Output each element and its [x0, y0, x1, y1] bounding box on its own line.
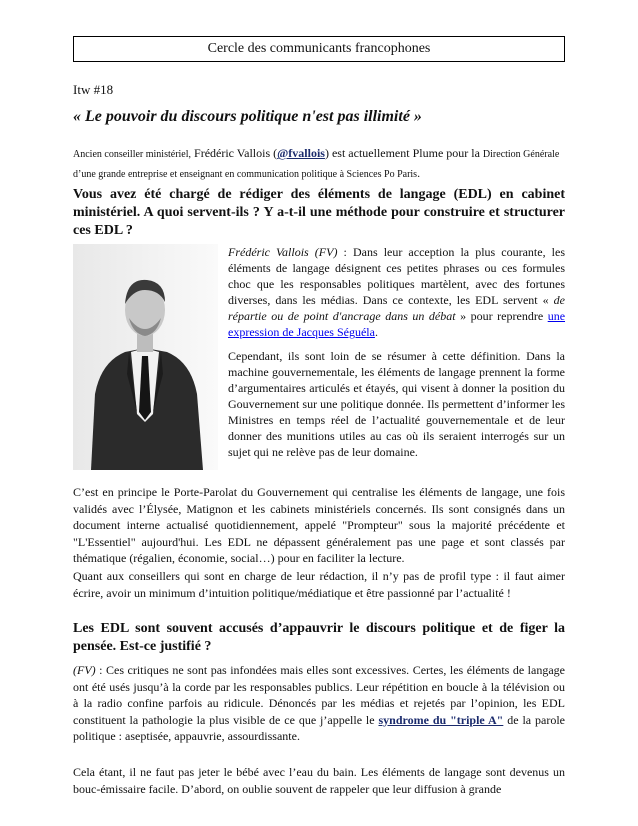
twitter-handle-link[interactable]: @fvallois — [277, 146, 325, 160]
answer-1-end: . — [374, 325, 378, 339]
speaker-initials: (FV) — [73, 663, 96, 677]
answer-2-paragraph-1 — [73, 662, 565, 745]
answer-1-after: » pour reprendre — [455, 309, 548, 323]
speaker-name: Frédéric Vallois (FV) — [228, 245, 338, 259]
answer-1-paragraph-3-text: C’est en principe le Porte-Parolat du Gouvernement qui centralise les éléments de langage, une fois validés avec l’Élysée, Matignon et les cabinets ministériels concernés. Ils sont consignés dans un document interne actualisé quotidiennement, appelé "Prompteur" sous la majorité précédente et "L'Essentiel" aujourd'hui. Les EDL ne dépassent généralement pas une page et sont classés par thématique (régalien, économie, social…) pour en faciliter la lecture. — [73, 485, 565, 565]
portrait-illustration — [73, 244, 218, 470]
intro-middle: ) est actuellement Plume pour la — [324, 146, 483, 160]
seguela-expression-link[interactable]: une expression de Jacques Séguéla — [228, 309, 566, 339]
answer-2-paragraph-2 — [73, 764, 565, 797]
header-box — [73, 36, 565, 62]
triple-a-syndrome-link[interactable]: syndrome du "triple A" — [378, 712, 504, 727]
question-2: Les EDL sont souvent accusés d’appauvrir le discours politique et de figer la pensée. Est-ce justifié ? — [73, 621, 565, 654]
intro-paragraph — [73, 144, 565, 184]
answer-2-paragraph-2-text: Cela étant, il ne faut pas jeter le bébé avec l’eau du bain. Les éléments de langage sont devenus un bouc-émissaire facile. D’abord, on oublie souvent de rappeler que leur diffusion à grande — [73, 765, 565, 796]
answer-1-paragraph-1 — [228, 244, 565, 340]
answer-2-text: : Ces critiques ne sont pas infondées mais elles sont excessives. Certes, les éléments de langage ont été usés jusqu’à la corde par les responsables publics. Leur répétition en boucle à la télévision ou à la radio confine parfois au ridicule. Dénoncés par les médias et rejetés par l’opinion, les EDL constituent la pathologie la plus visible de ce que j’appelle le — [73, 663, 565, 727]
interview-number: Itw #18 — [73, 82, 114, 97]
interview-title: « Le pouvoir du discours politique n'est pas illimité » — [73, 108, 422, 125]
intro-name: Frédéric Vallois ( — [191, 146, 278, 160]
answer-1-paragraph-2: Cependant, ils sont loin de se résumer à cette définition. Dans la machine gouvernementale, les éléments de langage prennent la forme d’argumentaires articulés et étayés, qui visent à donner la position du Gouvernement sur une politique donnée. Ils permettent d’informer les Ministres en temps réel de l’actualité gouvernementale et de leur donner des munitions utiles au cas où ils seraient interrogés sur un sujet qui ne relève pas de leur domaine. — [228, 349, 565, 459]
answer-1-paragraph-3 — [73, 484, 565, 567]
answer-1-paragraph-4-text: Quant aux conseillers qui sont en charge de leur rédaction, il n’y pas de profil type : il faut aimer écrire, avoir un minimum d’intuition politique/médiatique et être passionné par l’actualité ! — [73, 569, 565, 600]
portrait-photo — [73, 244, 218, 470]
intro-end: . — [417, 166, 421, 180]
intro-prefix: Ancien conseiller ministériel, — [73, 149, 192, 160]
answer-1-text: : Dans leur acception la plus courante, les éléments de langage désignent ces petites phrases ou ces formules choc que les responsables politiques martèlent, avec des fortunes diverses, dans les médias. Dans ce contexte, les EDL servent « — [228, 245, 565, 307]
answer-1-quote: de répartie ou de point d'ancrage dans un débat — [228, 293, 565, 323]
header-title: Cercle des communicants francophones — [207, 41, 431, 56]
answer-2-end: de la parole politique : aseptisée, appauvrie, assourdissante. — [73, 712, 566, 743]
question-1: Vous avez été chargé de rédiger des éléments de langage (EDL) en cabinet ministériel. A quoi servent-ils ? Y a-t-il une méthode pour construire et structurer ces EDL ? — [73, 187, 565, 238]
intro-suffix: Direction Générale d’une grande entreprise et enseignant en communication politique à Sciences Po Paris — [73, 149, 560, 180]
answer-1-paragraph-4 — [73, 568, 565, 601]
answer-1-column — [228, 244, 565, 468]
